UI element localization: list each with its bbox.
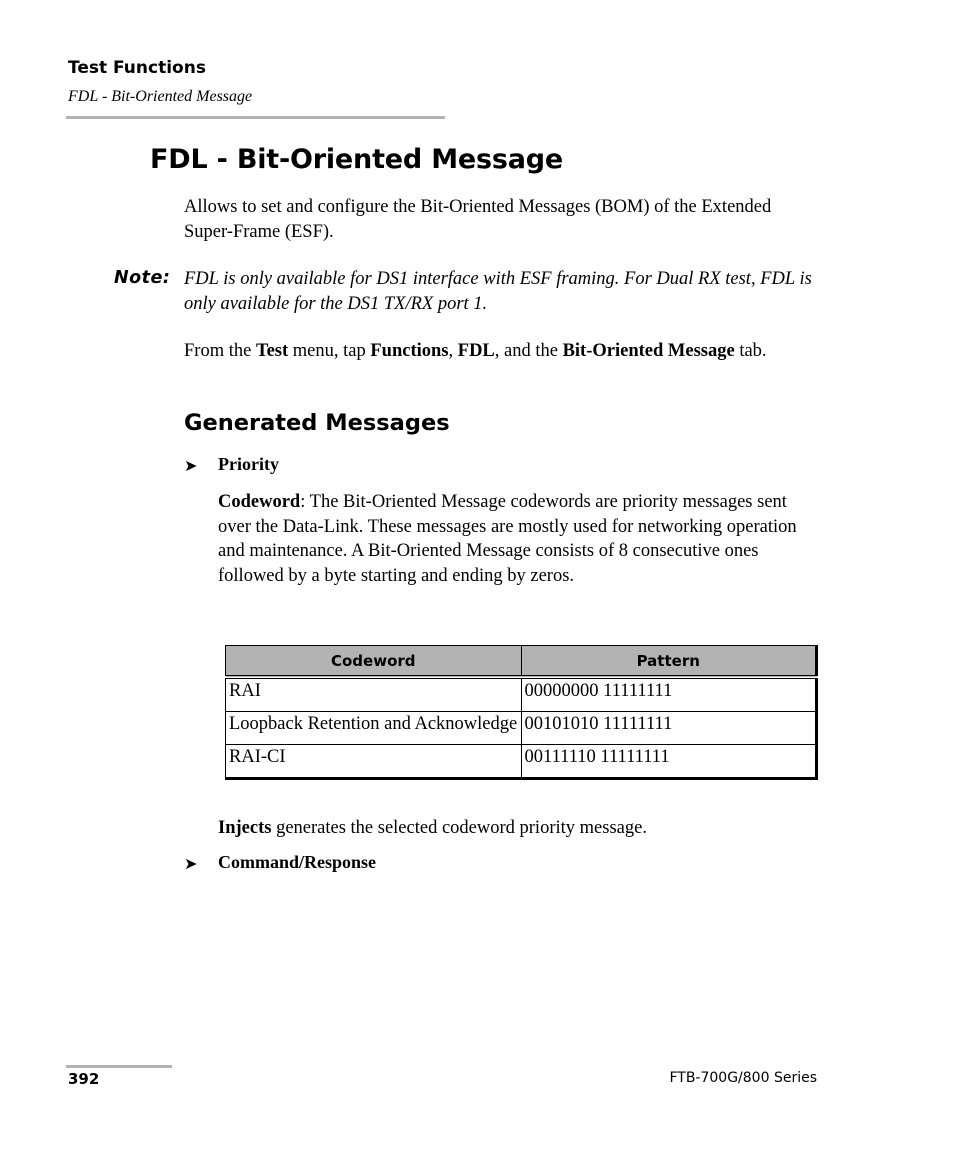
table-row: [226, 677, 817, 712]
nav-text-5: tab.: [734, 341, 767, 361]
header-pattern: Pattern: [521, 646, 817, 678]
nav-fdl: FDL: [457, 341, 495, 361]
note-text: FDL is only available for DS1 interface with ESF framing. For Dual RX test, FDL is only available for the DS1 TX/RX port 1.: [184, 269, 812, 314]
intro-paragraph: Allows to set and configure the Bit-Oriented Messages (BOM) of the Extended Super-Frame (ESF).: [184, 197, 772, 242]
table-header-row: [226, 646, 817, 678]
table-row: [226, 745, 817, 779]
footer-divider: [66, 1065, 172, 1068]
bullet-arrow-icon: ➤: [184, 854, 198, 873]
cell-pattern: 00101010 11111111: [521, 712, 817, 745]
nav-text-4: , and the: [494, 341, 563, 361]
navigation-paragraph: [184, 339, 824, 364]
codeword-description: : The Bit-Oriented Message codewords are priority messages sent over the Data-Link. These messages are mostly used for networking operation and maintenance. A Bit-Oriented Message consists of 8 consecutive ones followed by a byte starting and ending by zeros.: [218, 492, 797, 586]
codeword-term: Codeword: [218, 492, 301, 512]
injects-term: Injects: [218, 818, 272, 838]
codeword-table: [225, 645, 818, 780]
nav-functions: Functions: [370, 341, 449, 361]
injects-description: generates the selected codeword priority message.: [271, 818, 647, 838]
header-codeword: Codeword: [226, 646, 522, 678]
cell-codeword: RAI-CI: [226, 745, 522, 779]
page-title: FDL - Bit-Oriented Message: [150, 144, 563, 175]
section-heading: Generated Messages: [184, 410, 450, 436]
cell-codeword: RAI: [226, 677, 522, 712]
nav-menu-test: Test: [255, 341, 289, 361]
injects-paragraph: [218, 816, 824, 841]
running-header-subsection: FDL - Bit-Oriented Message: [68, 88, 253, 105]
bullet-priority: Priority: [218, 454, 279, 474]
bullet-arrow-icon: ➤: [184, 456, 198, 475]
cell-codeword: Loopback Retention and Acknowledge: [226, 712, 522, 745]
page-number: 392: [68, 1070, 100, 1088]
bullet-command-response: Command/Response: [218, 852, 377, 872]
nav-bom-tab: Bit-Oriented Message: [562, 341, 735, 361]
nav-text-3: ,: [448, 341, 458, 361]
nav-text-1: From the: [184, 341, 256, 361]
cell-pattern: 00000000 11111111: [521, 677, 817, 712]
table-row: [226, 712, 817, 745]
note-label: Note:: [114, 268, 171, 288]
codeword-paragraph: [218, 490, 824, 588]
running-header-section: Test Functions: [68, 58, 206, 78]
cell-pattern: 00111110 11111111: [521, 745, 817, 779]
product-series: FTB-700G/800 Series: [669, 1070, 817, 1086]
header-divider: [66, 116, 445, 119]
nav-text-2: menu, tap: [288, 341, 371, 361]
